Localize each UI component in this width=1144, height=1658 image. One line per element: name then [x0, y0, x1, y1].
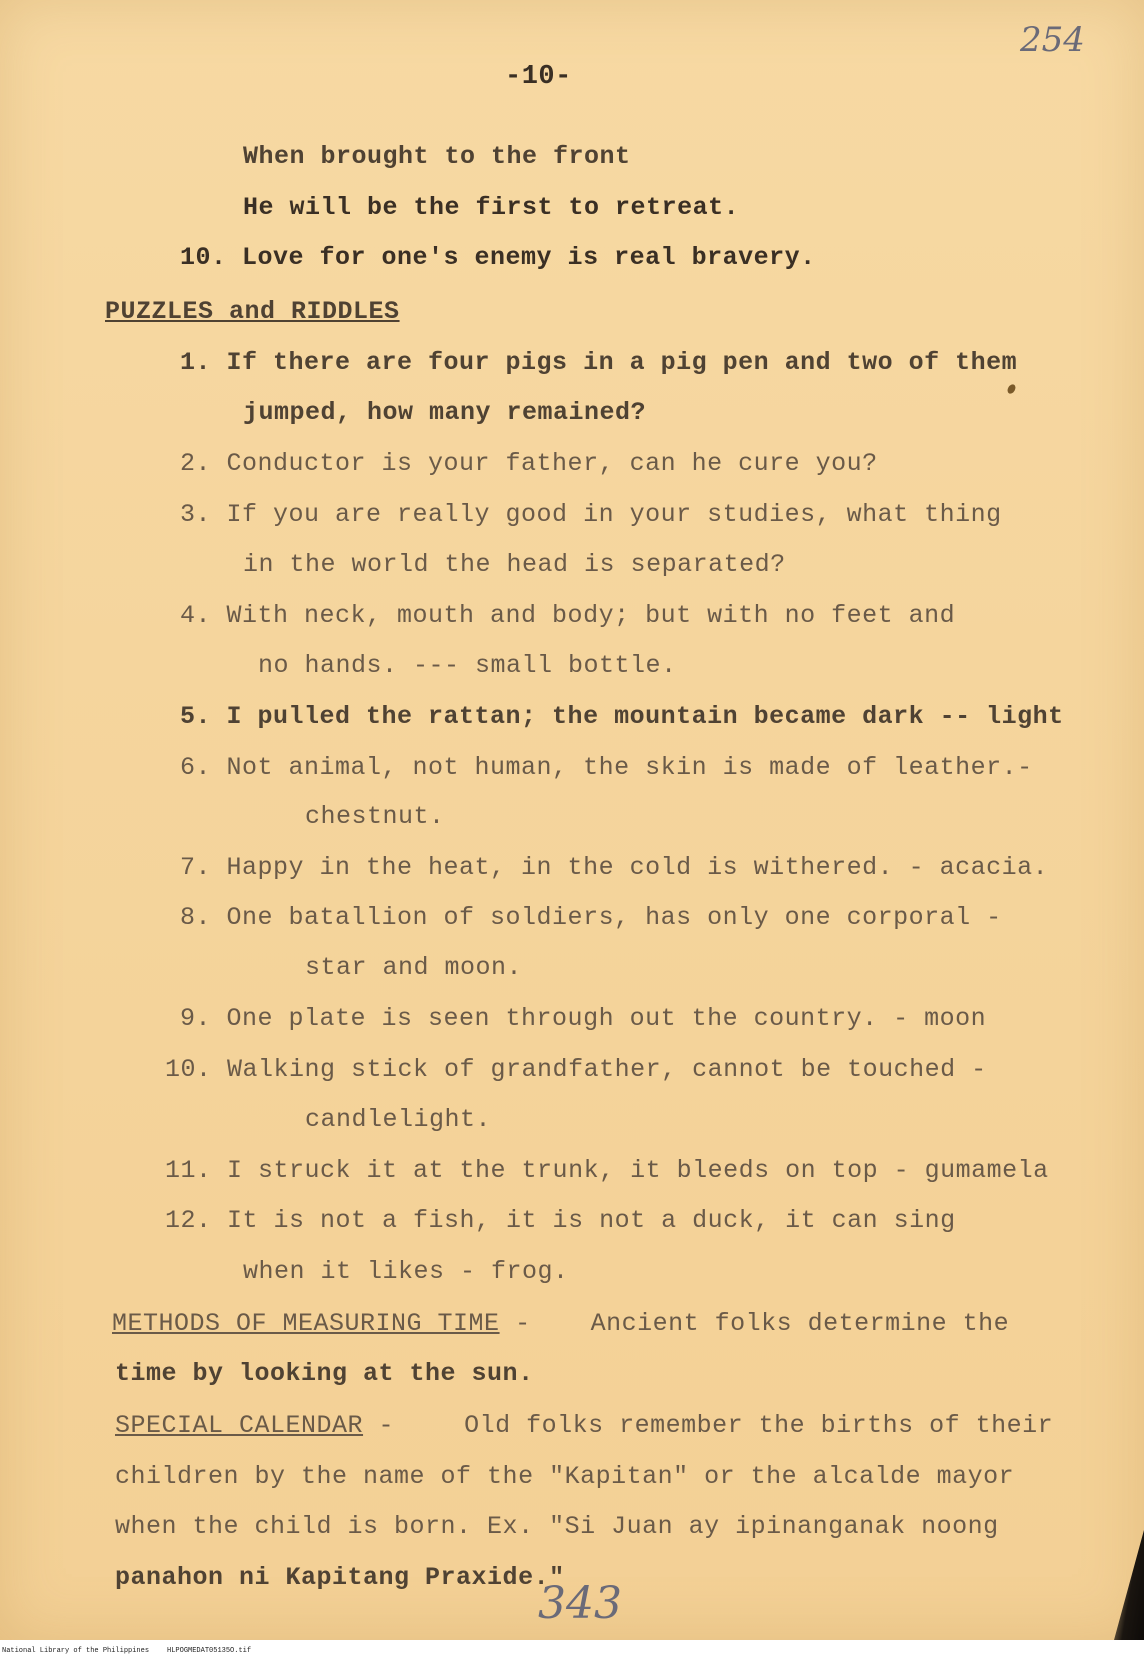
- text-line: 10. Love for one's enemy is real bravery.: [180, 243, 816, 272]
- riddle-line: 5. I pulled the rattan; the mountain became dark -- light: [180, 702, 1064, 731]
- section-heading-methods: METHODS OF MEASURING TIME: [112, 1309, 500, 1338]
- text-line: time by looking at the sun.: [115, 1359, 534, 1388]
- riddle-line: 8. One batallion of soldiers, has only one corporal -: [180, 903, 1002, 932]
- bottom-page-number: 343: [538, 1578, 622, 1629]
- riddle-line: jumped, how many remained?: [243, 398, 647, 427]
- riddle-line: 11. I struck it at the trunk, it bleeds on top - gumamela: [165, 1156, 1049, 1185]
- text-line: When brought to the front: [243, 142, 631, 171]
- methods-line: [112, 1309, 1009, 1338]
- ink-spot: [1006, 383, 1017, 395]
- heading-dash: -: [363, 1411, 395, 1440]
- text-line: He will be the first to retreat.: [243, 193, 740, 222]
- heading-dash: -: [499, 1309, 531, 1338]
- riddle-line: in the world the head is separated?: [243, 550, 786, 579]
- riddle-line: 10. Walking stick of grandfather, cannot be touched -: [165, 1055, 987, 1084]
- calendar-text: Old folks remember the births of their: [464, 1411, 1054, 1440]
- page-number: -10-: [505, 62, 572, 92]
- riddle-line: 2. Conductor is your father, can he cure you?: [180, 449, 878, 478]
- riddle-line: no hands. --- small bottle.: [258, 651, 677, 680]
- section-heading-puzzles: PUZZLES and RIDDLES: [105, 297, 400, 326]
- page-corner-shadow: [1114, 1530, 1144, 1640]
- footer: [2, 1647, 269, 1655]
- methods-text: Ancient folks determine the: [590, 1309, 1010, 1338]
- footer-file: HLPOGMEDAT05135O.tif: [167, 1647, 252, 1655]
- riddle-line: candlelight.: [305, 1105, 492, 1134]
- archive-number: 254: [1020, 20, 1085, 60]
- riddle-line: chestnut.: [305, 802, 445, 831]
- text-line: when the child is born. Ex. "Si Juan ay ipinanganak noong: [115, 1512, 999, 1541]
- text-line: panahon ni Kapitang Praxide.": [115, 1563, 565, 1592]
- calendar-line: [115, 1411, 1053, 1440]
- riddle-line: 7. Happy in the heat, in the cold is withered. - acacia.: [180, 853, 1049, 882]
- text-line: children by the name of the "Kapitan" or the alcalde mayor: [115, 1462, 1015, 1491]
- riddle-line: 9. One plate is seen through out the country. - moon: [180, 1004, 987, 1033]
- riddle-line: star and moon.: [305, 953, 523, 982]
- riddle-line: 3. If you are really good in your studies, what thing: [180, 500, 1002, 529]
- riddle-line: 1. If there are four pigs in a pig pen and two of them: [180, 348, 1018, 377]
- section-heading-calendar: SPECIAL CALENDAR: [115, 1411, 364, 1440]
- riddle-line: 4. With neck, mouth and body; but with no feet and: [180, 601, 956, 630]
- riddle-line: 12. It is not a fish, it is not a duck, it can sing: [165, 1206, 956, 1235]
- footer-library: National Library of the Philippines: [2, 1647, 150, 1655]
- riddle-line: 6. Not animal, not human, the skin is made of leather.-: [180, 753, 1033, 782]
- riddle-line: when it likes - frog.: [243, 1257, 569, 1286]
